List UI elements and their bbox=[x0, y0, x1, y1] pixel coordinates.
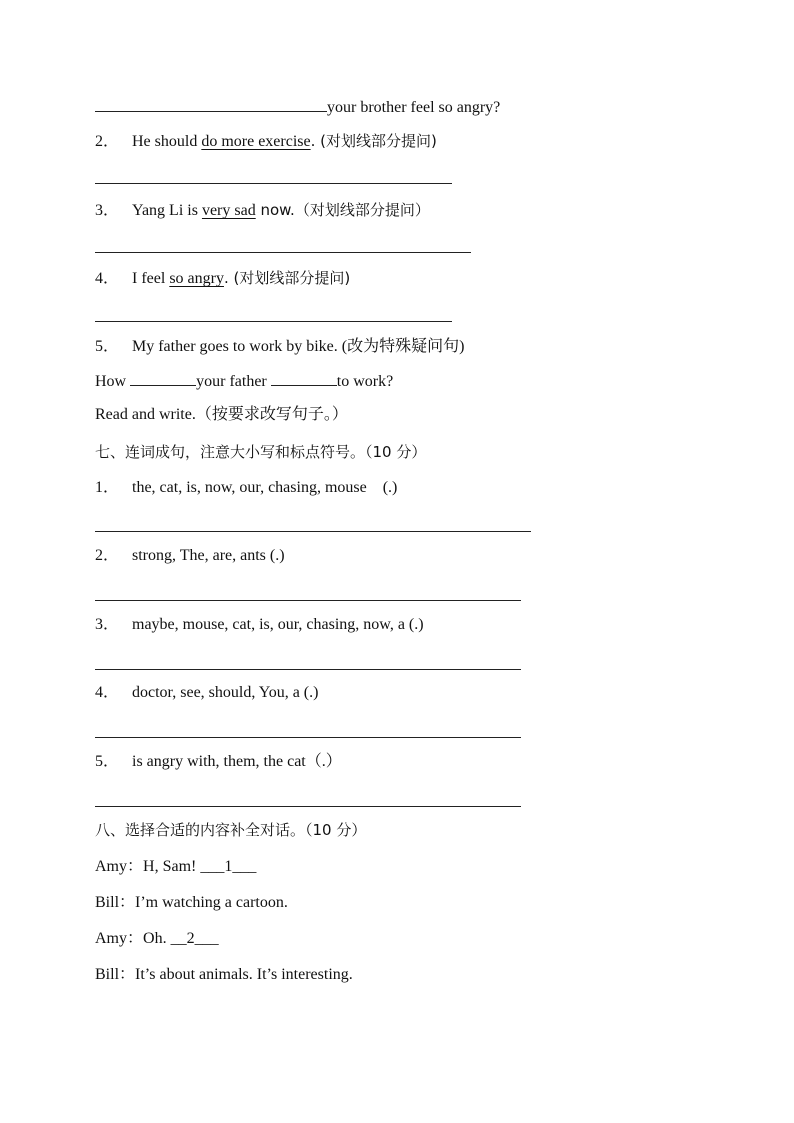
speaker: Amy： bbox=[95, 858, 144, 875]
q1-answer-line: your brother feel so angry? bbox=[95, 97, 500, 118]
answer-line[interactable] bbox=[95, 252, 471, 253]
answer-blank[interactable] bbox=[271, 371, 337, 386]
answer-line[interactable] bbox=[95, 600, 521, 601]
answer-line[interactable] bbox=[95, 806, 521, 807]
read-and-write-instruction: Read and write.（按要求改写句子。） bbox=[95, 406, 348, 423]
question-5: 5． My father goes to work by bike. (改为特殊疑问句) bbox=[95, 338, 465, 355]
question-4: 4． I feel so angry. (对划线部分提问) bbox=[95, 269, 351, 287]
s7-question-1: 1． the, cat, is, now, our, chasing, mouse (.) bbox=[95, 479, 398, 496]
s7-question-2: 2． strong, The, are, ants (.) bbox=[95, 547, 285, 564]
dialogue-line: Bill：I’m watching a cartoon. bbox=[95, 894, 288, 911]
how-answer-line: How your father to work? bbox=[95, 373, 394, 390]
s7-question-5: 5． is angry with, them, the cat（.） bbox=[95, 753, 342, 770]
answer-line[interactable] bbox=[95, 321, 452, 322]
answer-blank[interactable] bbox=[95, 97, 327, 112]
dialogue-line: Amy：H, Sam! ___1___ bbox=[95, 858, 257, 875]
answer-blank[interactable] bbox=[130, 371, 196, 386]
section-7-title: 七、连词成句，注意大小写和标点符号。（10 分） bbox=[95, 443, 427, 461]
question-2: 2． He should do more exercise. (对划线部分提问) bbox=[95, 132, 437, 150]
speaker: Amy： bbox=[95, 930, 144, 947]
underlined-part: very sad bbox=[201, 202, 256, 219]
speaker: Bill： bbox=[95, 894, 136, 911]
underlined-part: so angry bbox=[169, 270, 224, 287]
answer-line[interactable] bbox=[95, 183, 452, 184]
dialogue-line: Bill：It’s about animals. It’s interesting. bbox=[95, 966, 353, 983]
s7-question-3: 3． maybe, mouse, cat, is, our, chasing, now, a (.) bbox=[95, 616, 424, 633]
question-3: 3． Yang Li is very sad now.（对划线部分提问） bbox=[95, 201, 430, 219]
s7-question-4: 4． doctor, see, should, You, a (.) bbox=[95, 684, 319, 701]
section-8-title: 八、选择合适的内容补全对话。（10 分） bbox=[95, 821, 367, 839]
speaker: Bill： bbox=[95, 966, 136, 983]
answer-line[interactable] bbox=[95, 669, 521, 670]
answer-line[interactable] bbox=[95, 531, 531, 532]
underlined-part: do more exercise bbox=[201, 133, 311, 150]
dialogue-line: Amy：Oh. __2___ bbox=[95, 930, 219, 947]
answer-line[interactable] bbox=[95, 737, 521, 738]
